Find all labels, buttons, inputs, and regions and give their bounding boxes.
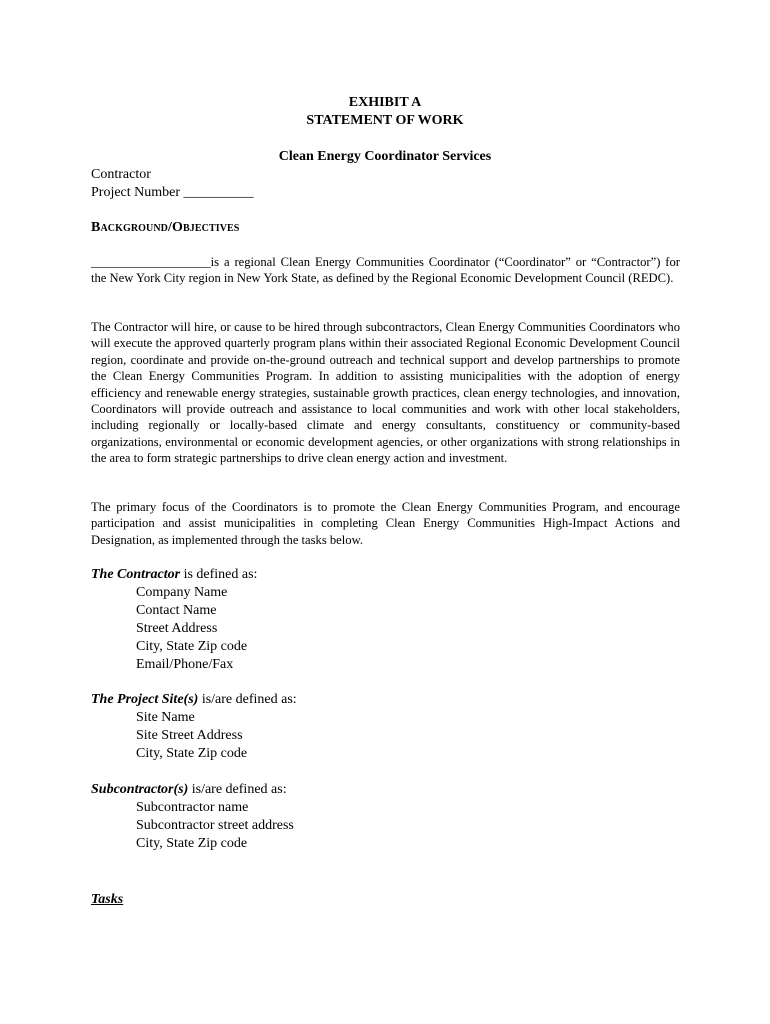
- contractor-definition: [91, 566, 257, 674]
- definition-item: City, State Zip code: [136, 639, 248, 654]
- project-site-definition: [91, 691, 297, 763]
- definition-title: [91, 691, 297, 709]
- definition-title: [91, 566, 257, 584]
- background-paragraph-2: The Contractor will hire, or cause to be hired through subcontractors, Clean Energy Communities Coordinators who will execute the approved quarterly program plans within their associated Regional Economic Development Council region, coordinate and provide on-the-ground outreach and technical support and develop partnerships to promote the Clean Energy Communities Program. In addition to assisting municipalities with the adoption of energy efficiency and renewable energy strategies, sustainable growth practices, clean energy technologies, and innovation, Coordinators will provide outreach and assistance to local communities and work with other local stakeholders, including regionally or locally-based climate and energy consultants, constituency or community-based organizations, environmental or economic development agencies, or other organizations with strong relationships in the area to form strategic partnerships to drive clean energy action and investment.: [91, 320, 680, 466]
- definition-item: Subcontractor street address: [136, 818, 294, 833]
- definition-item: City, State Zip code: [136, 746, 248, 761]
- project-number-label: Project Number __________: [91, 185, 254, 200]
- definition-item: Email/Phone/Fax: [136, 657, 234, 672]
- definition-item: Company Name: [136, 585, 228, 600]
- background-paragraph-1: ___________________is a regional Clean Energy Communities Coordinator (“Coordinator” or “Contractor”) for the New York City region in New York State, as defined by the Regional Economic Development Council (REDC).: [91, 255, 680, 286]
- subcontractor-definition: [91, 781, 294, 853]
- definition-item: Contact Name: [136, 603, 217, 618]
- definition-item: Street Address: [136, 621, 218, 636]
- contractor-label: Contractor: [91, 167, 151, 182]
- definition-item: Site Name: [136, 710, 195, 725]
- tasks-heading: Tasks: [91, 892, 124, 907]
- definition-term: The Contractor: [91, 567, 181, 582]
- definition-suffix: is/are defined as:: [198, 692, 297, 707]
- statement-title: STATEMENT OF WORK: [306, 113, 464, 128]
- definition-suffix: is defined as:: [180, 567, 258, 582]
- definition-term: The Project Site(s): [91, 692, 199, 707]
- definition-item: Subcontractor name: [136, 800, 249, 815]
- exhibit-title: EXHIBIT A: [348, 95, 422, 110]
- exhibit-heading: [0, 94, 770, 130]
- definition-suffix: is/are defined as:: [188, 782, 287, 797]
- definition-item: City, State Zip code: [136, 836, 248, 851]
- definition-item: Site Street Address: [136, 728, 243, 743]
- definition-term: Subcontractor(s): [91, 782, 189, 797]
- definition-title: [91, 781, 294, 799]
- contract-meta: [91, 166, 254, 202]
- background-heading: Background/Objectives: [91, 220, 240, 235]
- document-subtitle: Clean Energy Coordinator Services: [278, 149, 492, 164]
- background-paragraph-3: The primary focus of the Coordinators is to promote the Clean Energy Communities Program, and encourage participation and assist municipalities in completing Clean Energy Communities High-Impact Actions and Designation, as implemented through the tasks below.: [91, 500, 680, 547]
